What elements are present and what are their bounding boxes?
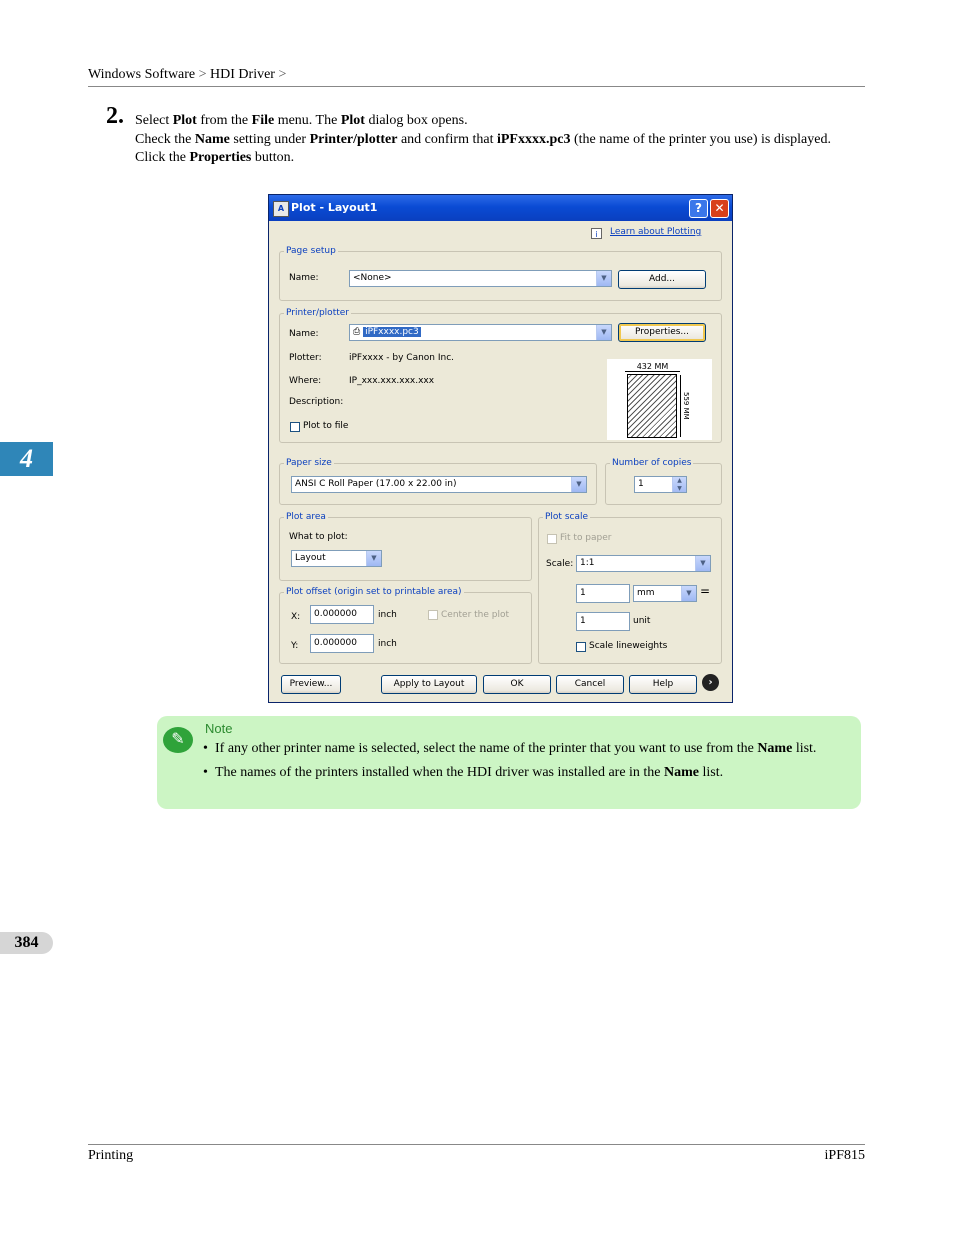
- cancel-button[interactable]: Cancel: [556, 675, 624, 694]
- chevron-down-icon: ▼: [596, 271, 611, 286]
- step-line: Check the Name setting under Printer/plotter and confirm that iPFxxxx.pc3 (the name of the printer you use) is displayed.: [135, 131, 831, 147]
- add-button[interactable]: Add...: [618, 270, 706, 289]
- group-legend: Page setup: [286, 246, 336, 256]
- copies-stepper[interactable]: 1 ▲ ▼: [634, 476, 687, 493]
- page-setup-group: [279, 246, 722, 301]
- page-setup-name-select[interactable]: <None> ▼: [349, 270, 612, 287]
- plot-area-group: [279, 512, 532, 581]
- chevron-down-icon: ▼: [366, 551, 381, 566]
- help-icon[interactable]: ?: [689, 199, 708, 218]
- breadcrumb-separator: >: [198, 67, 207, 82]
- autocad-icon: A: [273, 201, 289, 217]
- dialog-title: Plot - Layout1: [291, 201, 378, 214]
- plot-scale-group: [538, 512, 722, 664]
- footer-model: iPF815: [824, 1148, 865, 1163]
- y-offset-unit: inch: [378, 639, 397, 649]
- scale-select[interactable]: 1:1 ▼: [576, 555, 711, 572]
- pencil-icon: ✎: [163, 727, 193, 753]
- list-item: • If any other printer name is selected, select the name of the printer that you want to use from the Name list.: [203, 739, 853, 758]
- page-footer: [88, 1144, 865, 1164]
- plot-offset-group: [279, 587, 532, 664]
- step-line: Click the Properties button.: [135, 150, 295, 165]
- preview-width: 432 MM: [625, 362, 680, 372]
- center-plot-checkbox[interactable]: [428, 610, 438, 620]
- footer-section: Printing: [88, 1148, 134, 1163]
- plot-to-file-label: Plot to file: [303, 421, 349, 431]
- scale-lineweights-label: Scale lineweights: [589, 641, 668, 651]
- chevron-down-icon: ▼: [695, 556, 710, 571]
- group-legend: Plot offset (origin set to printable area): [286, 587, 462, 597]
- note-box: [157, 716, 861, 809]
- scale-lineweights-checkbox[interactable]: [576, 642, 586, 652]
- chevron-down-icon: ▼: [596, 325, 611, 340]
- plot-to-file-checkbox[interactable]: [290, 422, 300, 432]
- breadcrumb-item[interactable]: Windows Software: [88, 67, 196, 82]
- center-plot-label: Center the plot: [441, 610, 510, 620]
- plot-dialog: [268, 194, 733, 703]
- equals-sign: =: [700, 584, 711, 598]
- scale-label: Scale:: [546, 559, 574, 569]
- page-setup-name-label: Name:: [289, 273, 319, 283]
- note-label: Note: [205, 721, 233, 736]
- description-label: Description:: [289, 397, 344, 407]
- step-line: Select Plot from the File menu. The Plot dialog box opens.: [135, 113, 468, 128]
- printer-name-label: Name:: [289, 329, 319, 339]
- scale-unit-select[interactable]: mm ▼: [633, 585, 697, 602]
- info-icon: i: [591, 228, 602, 239]
- scale-value-input[interactable]: 1: [576, 584, 630, 603]
- x-offset-label: X:: [291, 612, 301, 622]
- list-item: • The names of the printers installed when the HDI driver was installed are in the Name list.: [203, 763, 853, 782]
- properties-button[interactable]: Properties...: [618, 323, 706, 342]
- paper-preview: [607, 359, 712, 440]
- spin-arrows-icon[interactable]: ▲ ▼: [672, 477, 686, 493]
- dialog-titlebar[interactable]: [269, 195, 732, 221]
- expand-arrow-icon[interactable]: ›: [702, 674, 719, 691]
- step-number: 2.: [106, 103, 124, 129]
- chapter-tab: 4: [0, 442, 53, 476]
- step-instructions: [135, 112, 865, 168]
- close-icon[interactable]: ✕: [710, 199, 729, 218]
- y-offset-label: Y:: [291, 641, 299, 651]
- preview-button[interactable]: Preview...: [281, 675, 341, 694]
- group-legend: Printer/plotter: [286, 308, 349, 318]
- page-number: 384: [0, 932, 53, 954]
- preview-paper-area: [627, 374, 677, 438]
- apply-to-layout-button[interactable]: Apply to Layout: [381, 675, 477, 694]
- copies-group: [605, 458, 722, 505]
- x-offset-unit: inch: [378, 610, 397, 620]
- printer-icon: ⎙: [353, 327, 361, 337]
- printer-name-select[interactable]: ⎙ iPFxxxx.pc3 ▼: [349, 324, 612, 341]
- group-legend: Plot scale: [545, 512, 589, 522]
- fit-to-paper-label: Fit to paper: [560, 533, 612, 543]
- note-list: [203, 739, 853, 787]
- paper-size-select[interactable]: ANSI C Roll Paper (17.00 x 22.00 in) ▼: [291, 476, 587, 493]
- y-offset-input[interactable]: 0.000000: [310, 634, 374, 653]
- learn-about-plotting-link[interactable]: Learn about Plotting: [610, 227, 702, 237]
- chevron-down-icon: ▼: [681, 586, 696, 601]
- group-legend: Number of copies: [612, 458, 692, 468]
- unit-value-input[interactable]: 1: [576, 612, 630, 631]
- chevron-down-icon: ▼: [571, 477, 586, 492]
- unit-label: unit: [633, 616, 651, 626]
- x-offset-input[interactable]: 0.000000: [310, 605, 374, 624]
- what-to-plot-label: What to plot:: [289, 532, 348, 542]
- help-button[interactable]: Help: [629, 675, 697, 694]
- where-value: IP_xxx.xxx.xxx.xxx: [349, 376, 435, 386]
- breadcrumb: [88, 67, 865, 87]
- plotter-value: iPFxxxx - by Canon Inc.: [349, 353, 455, 363]
- fit-to-paper-checkbox[interactable]: [547, 534, 557, 544]
- group-legend: Plot area: [286, 512, 326, 522]
- breadcrumb-separator: >: [278, 67, 287, 82]
- plotter-label: Plotter:: [289, 353, 322, 363]
- where-label: Where:: [289, 376, 322, 386]
- paper-size-group: [279, 458, 597, 505]
- ok-button[interactable]: OK: [483, 675, 551, 694]
- breadcrumb-item[interactable]: HDI Driver: [210, 67, 275, 82]
- what-to-plot-select[interactable]: Layout ▼: [291, 550, 382, 567]
- preview-height: 559 MM: [680, 375, 691, 437]
- group-legend: Paper size: [286, 458, 332, 468]
